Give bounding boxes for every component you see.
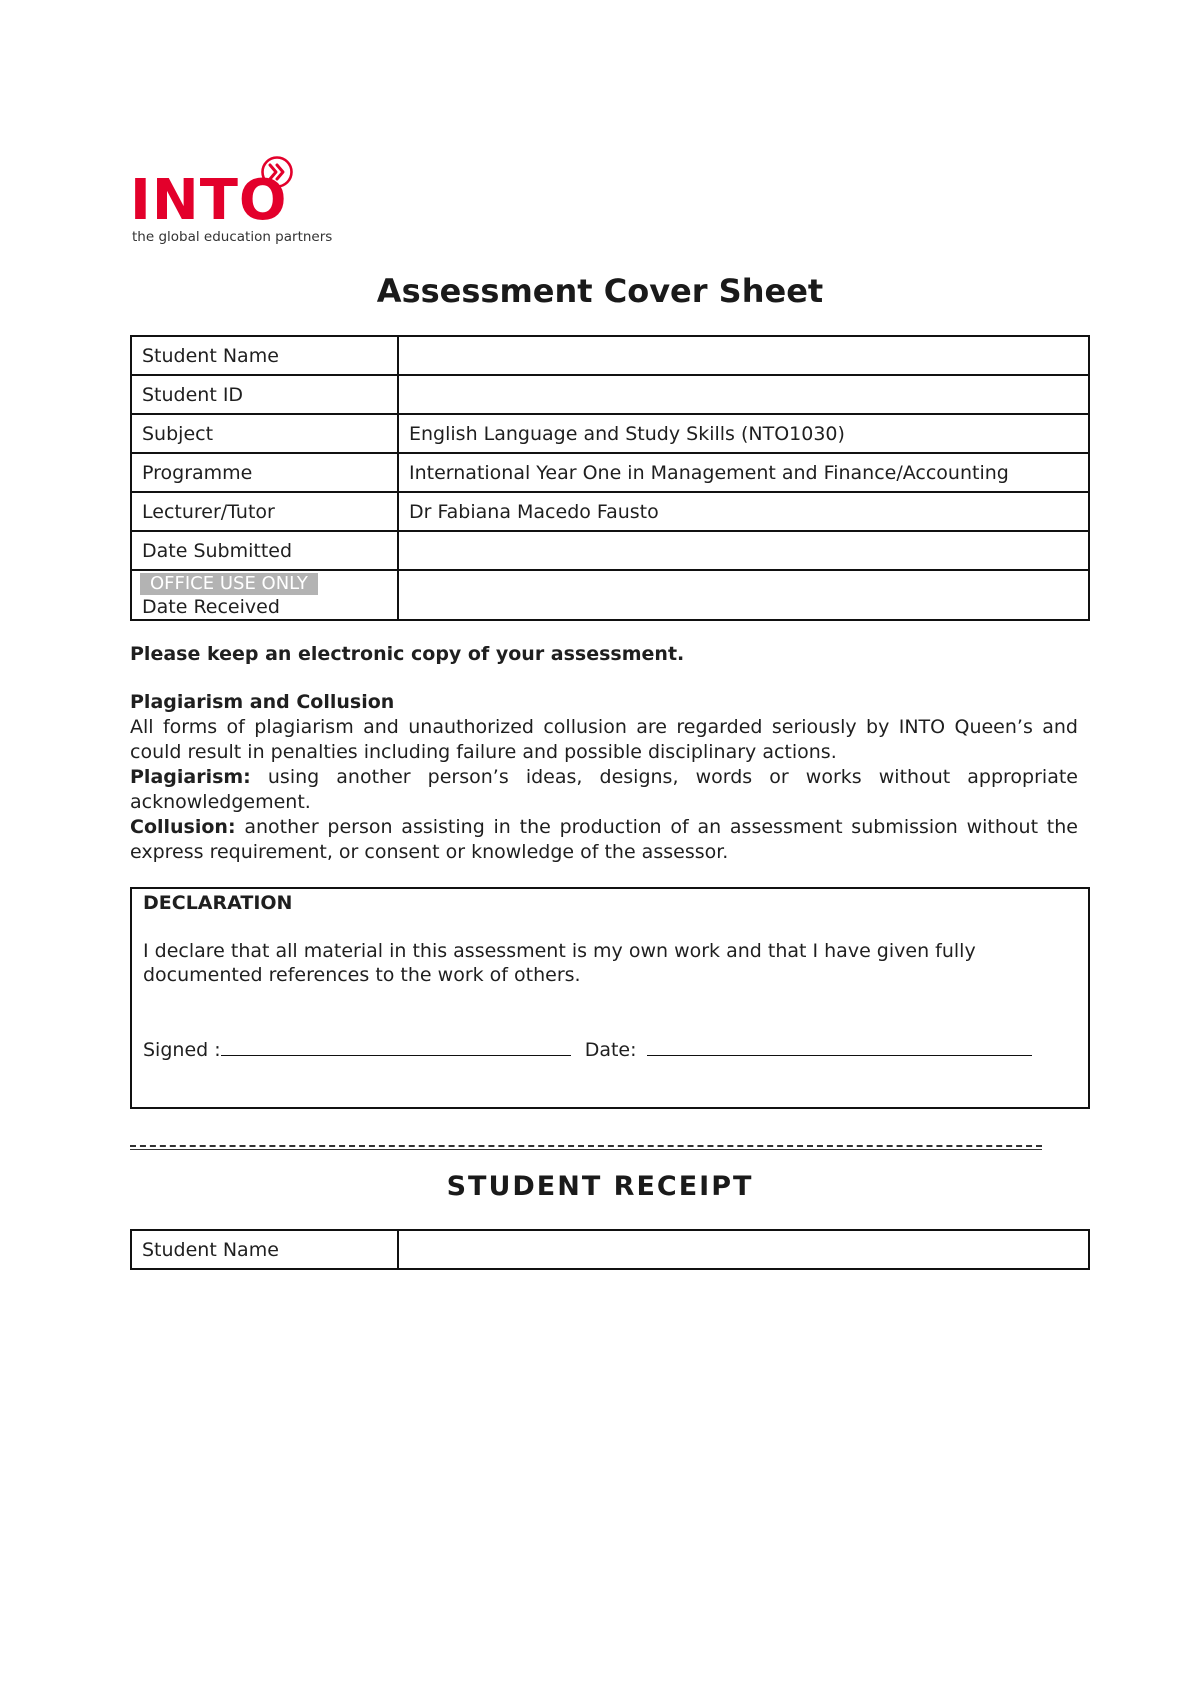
into-logo — [130, 155, 350, 250]
cut-line-underline — [130, 1149, 1042, 1150]
signature-line[interactable] — [221, 1035, 571, 1056]
declaration-heading: DECLARATION — [143, 892, 293, 914]
office-use-badge: OFFICE USE ONLY — [140, 573, 318, 595]
receipt-table — [130, 1229, 1090, 1270]
table-row — [131, 336, 1089, 375]
office-use-cell — [131, 570, 398, 620]
student-name-field[interactable] — [398, 336, 1089, 375]
lecturer-value: Dr Fabiana Macedo Fausto — [398, 492, 1089, 531]
logo-tagline: the global education partners — [132, 229, 333, 245]
plagiarism-heading: Plagiarism and Collusion — [130, 691, 395, 713]
row-label: Student Name — [131, 1230, 398, 1269]
declaration-text: I declare that all material in this assessment is my own work and that I have given fully documented references to the work of others. — [143, 940, 976, 986]
subject-value: English Language and Study Skills (NTO1030) — [398, 414, 1089, 453]
receipt-student-name-field[interactable] — [398, 1230, 1089, 1269]
double-chevron-icon — [260, 155, 294, 189]
date-label: Date: — [584, 1039, 637, 1061]
row-label: Programme — [131, 453, 398, 492]
signature-row — [143, 1035, 1032, 1062]
details-table — [130, 335, 1090, 621]
page-title: Assessment Cover Sheet — [376, 272, 824, 310]
keep-copy-note: Please keep an electronic copy of your assessment. — [130, 643, 685, 665]
row-label: Subject — [131, 414, 398, 453]
row-label: Date Submitted — [131, 531, 398, 570]
row-label: Lecturer/Tutor — [131, 492, 398, 531]
table-row — [131, 492, 1089, 531]
row-label: Student Name — [131, 336, 398, 375]
table-row — [131, 531, 1089, 570]
plagiarism-term: Plagiarism: — [130, 766, 251, 788]
declaration-box — [130, 887, 1090, 1109]
cut-line — [130, 1145, 1042, 1147]
date-submitted-field[interactable] — [398, 531, 1089, 570]
plagiarism-intro: All forms of plagiarism and unauthorized collusion are regarded seriously by INTO Queen’s and could result in penalties including failure and possible disciplinary actions. — [130, 716, 1078, 763]
table-row — [131, 1230, 1089, 1269]
student-id-field[interactable] — [398, 375, 1089, 414]
date-received-field[interactable] — [398, 570, 1089, 620]
plagiarism-section — [130, 690, 1078, 865]
programme-value: International Year One in Management and Finance/Accounting — [398, 453, 1089, 492]
row-label: Student ID — [131, 375, 398, 414]
signed-label: Signed : — [143, 1039, 221, 1061]
table-row — [131, 453, 1089, 492]
logo-wordmark: INTO — [130, 168, 288, 233]
declaration-date-line[interactable] — [647, 1035, 1032, 1056]
table-row — [131, 414, 1089, 453]
collusion-term: Collusion: — [130, 816, 236, 838]
plagiarism-definition: using another person’s ideas, designs, words or works without appropriate acknowledgement. — [130, 766, 1078, 813]
row-label: Date Received — [142, 596, 280, 618]
table-row — [131, 375, 1089, 414]
collusion-definition: another person assisting in the production of an assessment submission without the express requirement, or consent or knowledge of the assessor. — [130, 816, 1078, 863]
table-row — [131, 570, 1089, 620]
receipt-title: STUDENT RECEIPT — [446, 1171, 754, 1202]
